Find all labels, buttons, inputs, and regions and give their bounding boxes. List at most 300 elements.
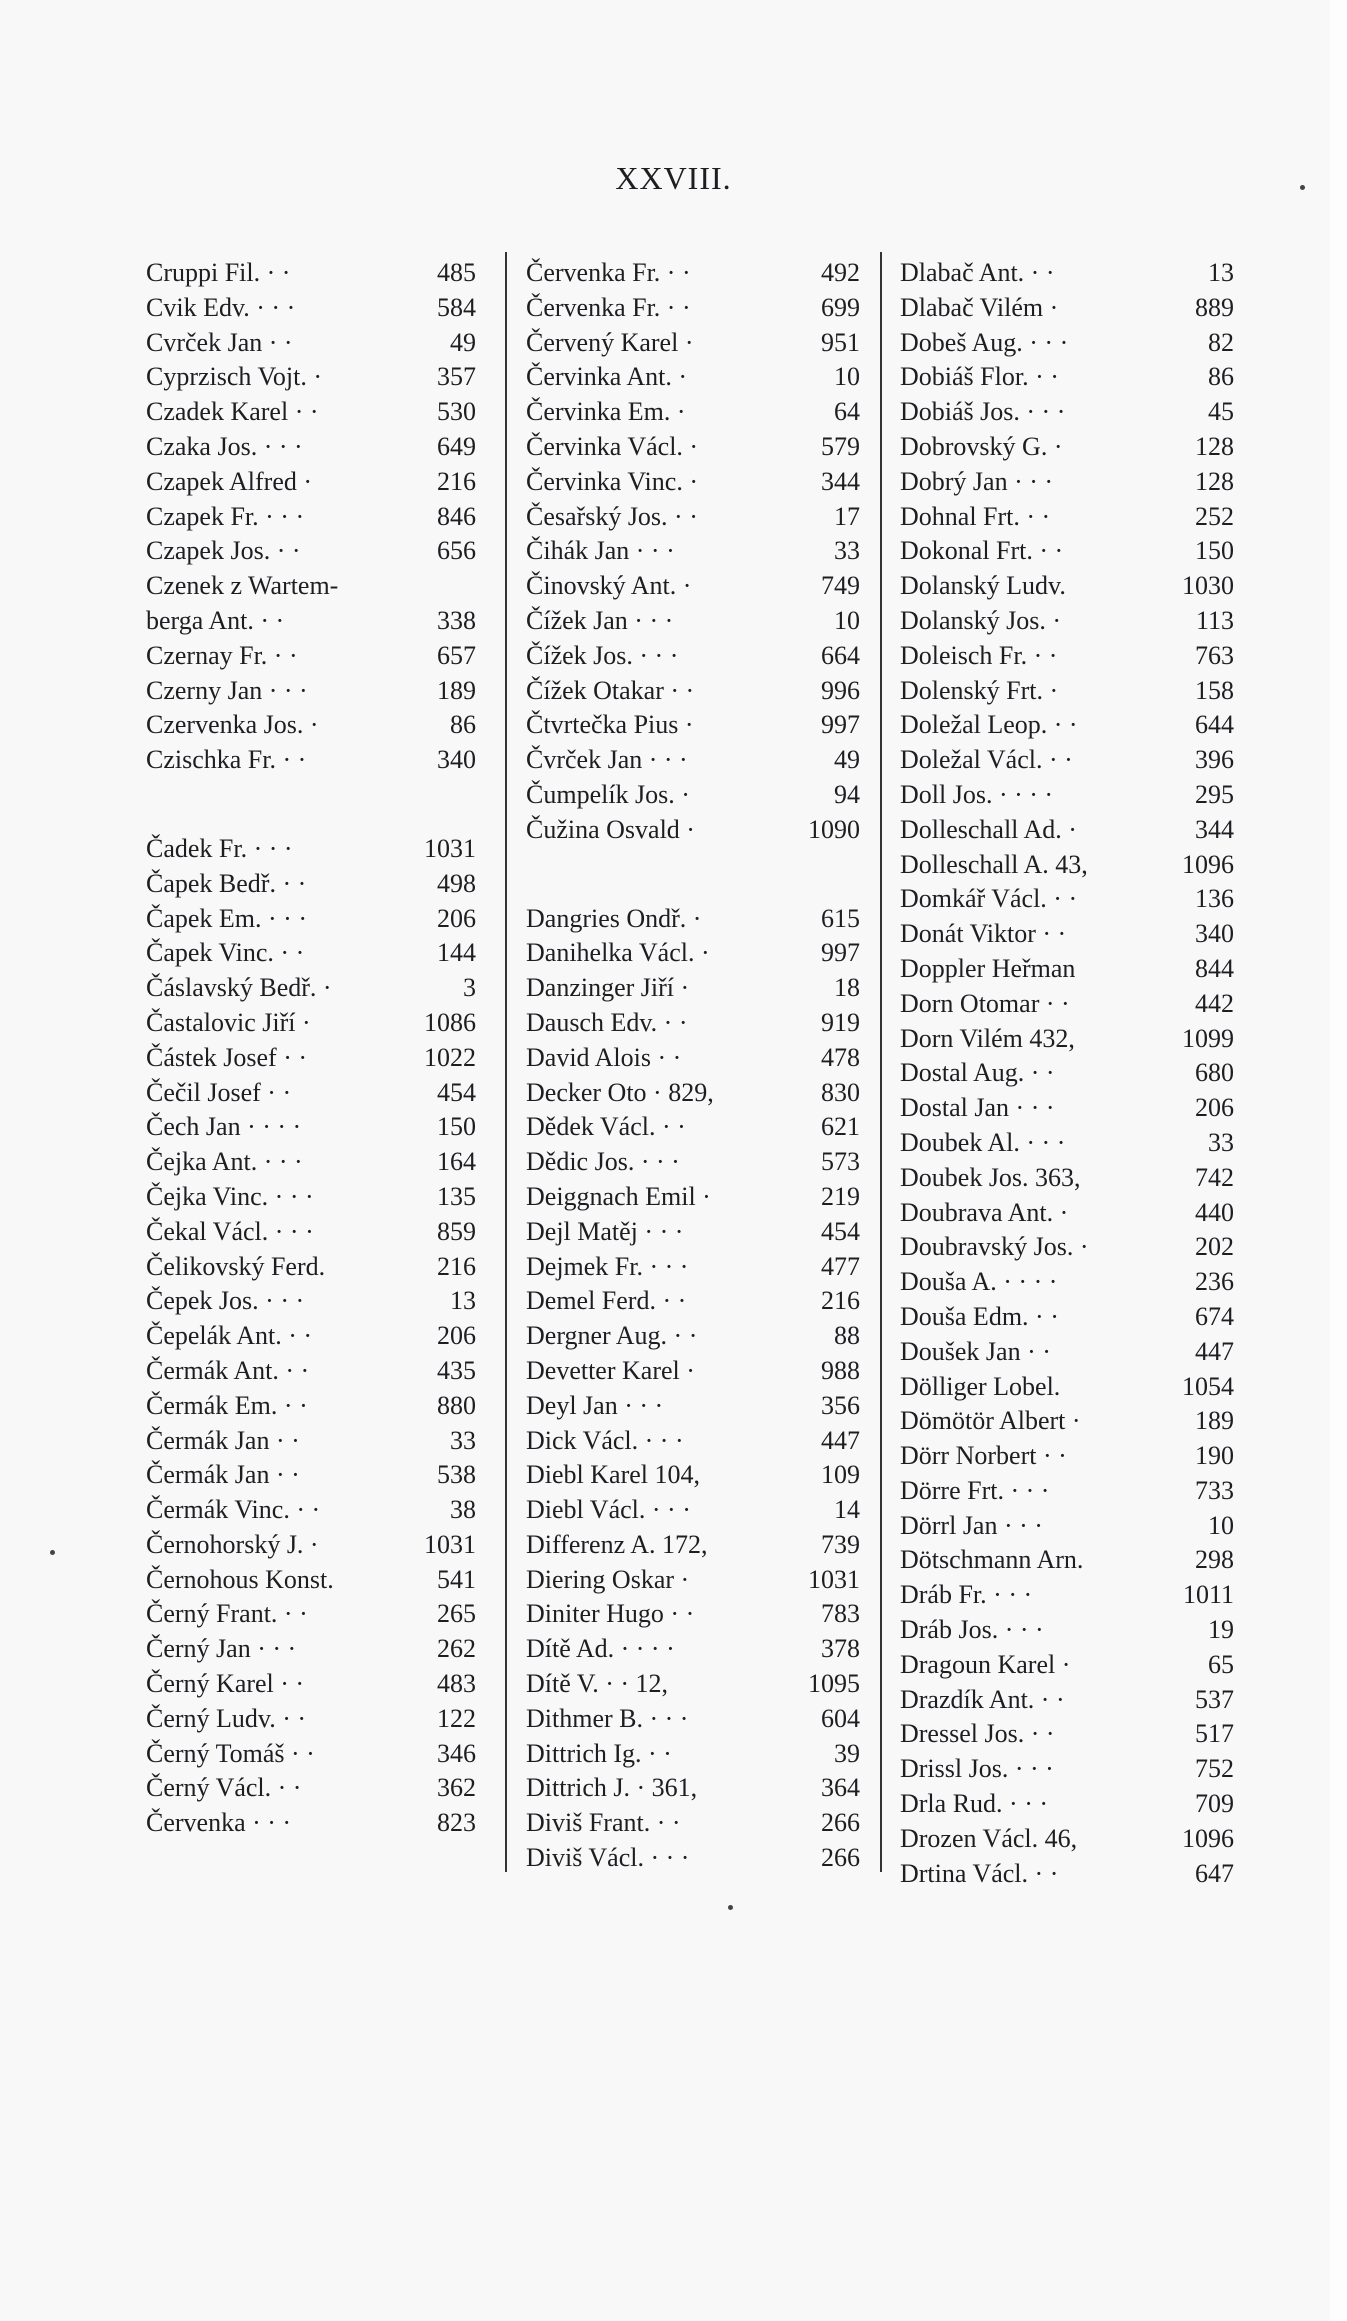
entry-name: Čapek Vinc. · · xyxy=(146,938,305,968)
index-column-2 xyxy=(520,256,866,1873)
index-entry xyxy=(894,326,1240,361)
entry-name: Červinka Václ. · xyxy=(526,431,699,461)
entry-name: Diviš Frant. · · xyxy=(526,1808,681,1838)
entry-page-number: 135 xyxy=(437,1181,476,1211)
index-entry xyxy=(894,1161,1240,1196)
index-column-1 xyxy=(140,256,482,1866)
index-entry xyxy=(520,430,866,465)
entry-page-number: 440 xyxy=(1195,1197,1234,1227)
entry-page-number: 216 xyxy=(437,466,476,496)
entry-page-number: 584 xyxy=(437,292,476,322)
entry-name: Dressel Jos. · · xyxy=(900,1719,1055,1749)
index-entry xyxy=(140,395,482,430)
index-entry xyxy=(894,1056,1240,1091)
index-entry xyxy=(140,1806,482,1841)
entry-name: Doubravský Jos. · xyxy=(900,1232,1089,1262)
index-entry xyxy=(894,1126,1240,1161)
entry-name: Doležal Leop. · · xyxy=(900,710,1078,740)
index-entry xyxy=(894,708,1240,743)
entry-page-number: 49 xyxy=(834,745,860,775)
index-entry xyxy=(894,534,1240,569)
index-entry xyxy=(140,1076,482,1111)
entry-name: berga Ant. · · xyxy=(146,605,285,635)
entry-name: Česařský Jos. · · xyxy=(526,501,698,531)
entry-name: Částek Josef · · xyxy=(146,1042,308,1072)
entry-page-number: 266 xyxy=(821,1808,860,1838)
index-entry xyxy=(894,1370,1240,1405)
entry-name: Čejka Vinc. · · · xyxy=(146,1181,314,1211)
index-entry xyxy=(894,1543,1240,1578)
index-entry xyxy=(894,395,1240,430)
index-entry xyxy=(520,465,866,500)
index-entry xyxy=(894,778,1240,813)
entry-name: Čech Jan · · · · xyxy=(146,1112,302,1142)
index-entry xyxy=(140,465,482,500)
index-entry xyxy=(894,1196,1240,1231)
entry-name: Dostal Aug. · · xyxy=(900,1058,1055,1088)
index-entry xyxy=(520,500,866,535)
entry-page-number: 615 xyxy=(821,903,860,933)
entry-page-number: 1030 xyxy=(1182,571,1234,601)
index-entry xyxy=(140,1041,482,1076)
index-entry xyxy=(140,867,482,902)
index-entry xyxy=(520,1284,866,1319)
index-entry xyxy=(140,1702,482,1737)
entry-page-number: 988 xyxy=(821,1355,860,1385)
entry-name: Douša Edm. · · xyxy=(900,1301,1059,1331)
entry-name: Demel Ferd. · · xyxy=(526,1286,687,1316)
entry-page-number: 447 xyxy=(1195,1336,1234,1366)
entry-name: Doušek Jan · · xyxy=(900,1336,1051,1366)
entry-page-number: 997 xyxy=(821,710,860,740)
entry-page-number: 530 xyxy=(437,397,476,427)
index-entry xyxy=(520,1563,866,1598)
entry-name: Dráb Jos. · · · xyxy=(900,1615,1044,1645)
entry-page-number: 1096 xyxy=(1182,1823,1234,1853)
index-entry xyxy=(894,1578,1240,1613)
entry-name: Dolleschall Ad. · xyxy=(900,814,1077,844)
index-entry xyxy=(140,1632,482,1667)
entry-name: Dlabač Ant. · · xyxy=(900,258,1055,287)
entry-page-number: 17 xyxy=(834,501,860,531)
entry-name: Čermák Jan · · xyxy=(146,1460,300,1490)
entry-name: Doubrava Ant. · xyxy=(900,1197,1069,1227)
index-entry xyxy=(894,952,1240,987)
entry-name: Čížek Otakar · · xyxy=(526,675,695,705)
entry-name: Donát Viktor · · xyxy=(900,919,1067,949)
index-entry xyxy=(140,1145,482,1180)
index-entry xyxy=(140,1597,482,1632)
index-entry xyxy=(520,778,866,813)
ink-speck xyxy=(1300,185,1305,190)
entry-name: Čumpelík Jos. · xyxy=(526,779,690,809)
entry-name: Dědic Jos. · · · xyxy=(526,1147,680,1177)
entry-name: Dobeš Aug. · · · xyxy=(900,327,1069,357)
index-entry xyxy=(894,882,1240,917)
entry-name: Drozen Václ. 46, xyxy=(900,1823,1078,1853)
entry-page-number: 435 xyxy=(437,1355,476,1385)
entry-name: Čermák Vinc. · · xyxy=(146,1495,321,1525)
index-entry xyxy=(140,639,482,674)
entry-page-number: 996 xyxy=(821,675,860,705)
entry-name: Dokonal Frt. · · xyxy=(900,536,1064,566)
index-entry xyxy=(140,971,482,1006)
entry-page-number: 164 xyxy=(437,1147,476,1177)
index-entry xyxy=(140,256,482,291)
entry-page-number: 189 xyxy=(437,675,476,705)
entry-page-number: 206 xyxy=(1195,1093,1234,1123)
entry-page-number: 880 xyxy=(437,1390,476,1420)
index-entry xyxy=(520,936,866,971)
entry-name: Czapek Jos. · · xyxy=(146,536,301,566)
entry-page-number: 656 xyxy=(437,536,476,566)
entry-page-number: 749 xyxy=(821,571,860,601)
entry-name: Czapek Fr. · · · xyxy=(146,501,305,531)
index-entry xyxy=(140,1737,482,1772)
entry-page-number: 573 xyxy=(821,1147,860,1177)
entry-name: Dejl Matěj · · · xyxy=(526,1216,684,1246)
entry-name: Dítě V. · · 12, xyxy=(526,1669,669,1699)
index-entry xyxy=(520,1389,866,1424)
entry-name: Dostal Jan · · · xyxy=(900,1093,1055,1123)
entry-name: Čepelák Ant. · · xyxy=(146,1321,313,1351)
entry-name: Dörre Frt. · · · xyxy=(900,1475,1050,1505)
index-entry xyxy=(894,1335,1240,1370)
entry-page-number: 158 xyxy=(1195,675,1234,705)
entry-name: Cruppi Fil. · · xyxy=(146,258,291,287)
index-entry xyxy=(520,1841,866,1876)
entry-name: Czaka Jos. · · · xyxy=(146,431,303,461)
index-entry xyxy=(894,848,1240,883)
entry-name: Cvik Edv. · · · xyxy=(146,292,296,322)
page-edge xyxy=(1330,0,1347,2321)
entry-name: Dangries Ondř. · xyxy=(526,903,702,933)
entry-page-number: 674 xyxy=(1195,1301,1234,1331)
entry-page-number: 752 xyxy=(1195,1754,1234,1784)
index-entry xyxy=(140,743,482,778)
entry-name: Dědek Václ. · · xyxy=(526,1112,686,1142)
entry-page-number: 1090 xyxy=(808,814,860,844)
entry-name: Čepek Jos. · · · xyxy=(146,1286,305,1316)
entry-page-number: 14 xyxy=(834,1495,860,1525)
entry-name: Čelikovský Ferd. xyxy=(146,1251,326,1281)
entry-name: Diebl Václ. · · · xyxy=(526,1495,691,1525)
entry-page-number: 951 xyxy=(821,327,860,357)
entry-page-number: 45 xyxy=(1208,397,1234,427)
index-entry xyxy=(520,569,866,604)
index-entry xyxy=(140,1110,482,1145)
index-entry xyxy=(140,832,482,867)
entry-page-number: 206 xyxy=(437,903,476,933)
entry-page-number: 742 xyxy=(1195,1162,1234,1192)
index-entry xyxy=(894,1265,1240,1300)
entry-page-number: 128 xyxy=(1195,431,1234,461)
entry-name: Dejmek Fr. · · · xyxy=(526,1251,689,1281)
index-entry xyxy=(520,1493,866,1528)
entry-page-number: 1031 xyxy=(424,1529,476,1559)
entry-name: Czervenka Jos. · xyxy=(146,710,319,740)
entry-name: Domkář Václ. · · xyxy=(900,884,1078,914)
ink-speck xyxy=(50,1550,55,1555)
entry-page-number: 262 xyxy=(437,1634,476,1664)
entry-page-number: 38 xyxy=(450,1495,476,1525)
entry-name: Čečil Josef · · xyxy=(146,1077,292,1107)
index-entry xyxy=(520,1424,866,1459)
entry-name: Dittrich Ig. · · xyxy=(526,1738,672,1768)
entry-name: Čtvrtečka Pius · xyxy=(526,710,694,740)
entry-page-number: 477 xyxy=(821,1251,860,1281)
entry-page-number: 846 xyxy=(437,501,476,531)
entry-name: Čermák Ant. · · xyxy=(146,1355,310,1385)
entry-page-number: 10 xyxy=(1208,1510,1234,1540)
entry-name: Doll Jos. · · · · xyxy=(900,779,1054,809)
index-entry xyxy=(520,1632,866,1667)
entry-name: Červenka Fr. · · xyxy=(526,292,691,322)
entry-name: Černý Václ. · · xyxy=(146,1773,302,1803)
entry-name: Dorn Otomar · · xyxy=(900,988,1070,1018)
entry-page-number: 252 xyxy=(1195,501,1234,531)
index-entry xyxy=(520,1458,866,1493)
index-entry xyxy=(894,1230,1240,1265)
entry-name: Dergner Aug. · · xyxy=(526,1321,698,1351)
entry-page-number: 1096 xyxy=(1182,849,1234,879)
entry-page-number: 997 xyxy=(821,938,860,968)
entry-page-number: 219 xyxy=(821,1181,860,1211)
entry-page-number: 657 xyxy=(437,640,476,670)
index-entry xyxy=(140,534,482,569)
entry-name: Červenka Fr. · · xyxy=(526,258,691,287)
entry-page-number: 202 xyxy=(1195,1232,1234,1262)
entry-page-number: 206 xyxy=(437,1321,476,1351)
entry-name: Deyl Jan · · · xyxy=(526,1390,664,1420)
index-entry xyxy=(894,1509,1240,1544)
index-entry xyxy=(520,360,866,395)
entry-page-number: 265 xyxy=(437,1599,476,1629)
entry-page-number: 1095 xyxy=(808,1669,860,1699)
entry-name: Diniter Hugo · · xyxy=(526,1599,695,1629)
index-entry xyxy=(520,971,866,1006)
entry-name: Czischka Fr. · · xyxy=(146,745,307,775)
entry-page-number: 33 xyxy=(1208,1127,1234,1157)
entry-name: Czerny Jan · · · xyxy=(146,675,308,705)
entry-page-number: 1086 xyxy=(424,1007,476,1037)
index-entry xyxy=(140,1771,482,1806)
entry-name: Douša A. · · · · xyxy=(900,1267,1058,1297)
entry-page-number: 216 xyxy=(821,1286,860,1316)
entry-page-number: 150 xyxy=(437,1112,476,1142)
index-entry xyxy=(520,1806,866,1841)
entry-page-number: 889 xyxy=(1195,292,1234,322)
entry-page-number: 709 xyxy=(1195,1789,1234,1819)
index-entry xyxy=(140,1389,482,1424)
entry-page-number: 647 xyxy=(1195,1858,1234,1888)
index-entry xyxy=(894,430,1240,465)
index-entry xyxy=(894,360,1240,395)
index-entry xyxy=(894,639,1240,674)
entry-page-number: 39 xyxy=(834,1738,860,1768)
entry-page-number: 33 xyxy=(450,1425,476,1455)
entry-page-number: 356 xyxy=(821,1390,860,1420)
entry-page-number: 396 xyxy=(1195,745,1234,775)
entry-page-number: 298 xyxy=(1195,1545,1234,1575)
entry-page-number: 346 xyxy=(437,1738,476,1768)
entry-name: Čadek Fr. · · · xyxy=(146,833,293,863)
entry-name: Drla Rud. · · · xyxy=(900,1789,1049,1819)
entry-page-number: 644 xyxy=(1195,710,1234,740)
entry-name: Danihelka Václ. · xyxy=(526,938,710,968)
entry-name: Drazdík Ant. · · xyxy=(900,1684,1065,1714)
entry-page-number: 844 xyxy=(1195,953,1234,983)
index-entry xyxy=(520,639,866,674)
entry-page-number: 478 xyxy=(821,1042,860,1072)
entry-page-number: 190 xyxy=(1195,1441,1234,1471)
index-entry xyxy=(520,395,866,430)
entry-page-number: 113 xyxy=(1195,605,1234,635)
entry-page-number: 859 xyxy=(437,1216,476,1246)
entry-name: Doubek Jos. 363, xyxy=(900,1162,1081,1192)
entry-page-number: 739 xyxy=(821,1529,860,1559)
index-entry xyxy=(140,604,482,639)
entry-name: Czernay Fr. · · xyxy=(146,640,298,670)
index-entry xyxy=(140,1528,482,1563)
entry-name: Černý Karel · · xyxy=(146,1669,305,1699)
index-entry xyxy=(894,743,1240,778)
entry-page-number: 295 xyxy=(1195,779,1234,809)
entry-page-number: 344 xyxy=(821,466,860,496)
entry-page-number: 763 xyxy=(1195,640,1234,670)
index-entry xyxy=(894,1439,1240,1474)
entry-name: Dolanský Jos. · xyxy=(900,605,1062,635)
index-entry xyxy=(140,1250,482,1285)
entry-page-number: 733 xyxy=(1195,1475,1234,1505)
entry-name: Čapek Bedř. · · xyxy=(146,868,307,898)
index-entry xyxy=(520,1041,866,1076)
entry-name: Dolanský Ludv. xyxy=(900,571,1066,601)
index-entry xyxy=(520,708,866,743)
entry-name: Doppler Heřman xyxy=(900,953,1076,983)
entry-page-number: 454 xyxy=(437,1077,476,1107)
index-entry xyxy=(520,1215,866,1250)
ink-speck xyxy=(728,1905,733,1910)
index-entry xyxy=(894,500,1240,535)
index-entry xyxy=(140,902,482,937)
index-entry xyxy=(140,291,482,326)
entry-name: Dötschmann Arn. xyxy=(900,1545,1084,1575)
entry-name: Dömötör Albert · xyxy=(900,1406,1081,1436)
index-entry xyxy=(520,1250,866,1285)
index-entry xyxy=(894,1648,1240,1683)
entry-page-number: 19 xyxy=(1208,1615,1234,1645)
entry-name: Dittrich J. · 361, xyxy=(526,1773,698,1803)
entry-page-number: 664 xyxy=(821,640,860,670)
entry-page-number: 680 xyxy=(1195,1058,1234,1088)
index-entry xyxy=(894,987,1240,1022)
entry-name: Černý Tomáš · · xyxy=(146,1738,315,1768)
entry-page-number: 3 xyxy=(463,973,476,1003)
index-entry xyxy=(140,1424,482,1459)
index-entry xyxy=(520,848,866,902)
index-entry xyxy=(520,1076,866,1111)
entry-page-number: 122 xyxy=(437,1703,476,1733)
entry-name: Čermák Em. · · xyxy=(146,1390,308,1420)
entry-page-number: 10 xyxy=(834,362,860,392)
index-entry xyxy=(894,465,1240,500)
index-entry xyxy=(140,1215,482,1250)
entry-page-number: 65 xyxy=(1208,1649,1234,1679)
entry-page-number: 699 xyxy=(821,292,860,322)
entry-name: Dick Václ. · · · xyxy=(526,1425,684,1455)
entry-name: Deiggnach Emil · xyxy=(526,1181,711,1211)
entry-page-number: 919 xyxy=(821,1007,860,1037)
entry-page-number: 492 xyxy=(821,258,860,287)
entry-page-number: 621 xyxy=(821,1112,860,1142)
index-entry xyxy=(140,1458,482,1493)
entry-name: Drtina Václ. · · xyxy=(900,1858,1059,1888)
entry-page-number: 364 xyxy=(821,1773,860,1803)
column-divider xyxy=(505,252,507,1872)
entry-page-number: 94 xyxy=(834,779,860,809)
entry-page-number: 541 xyxy=(437,1564,476,1594)
index-entry xyxy=(894,674,1240,709)
index-entry xyxy=(894,1717,1240,1752)
index-entry xyxy=(140,778,482,832)
entry-page-number: 64 xyxy=(834,397,860,427)
index-entry xyxy=(894,1474,1240,1509)
index-entry xyxy=(140,569,482,604)
entry-page-number: 454 xyxy=(821,1216,860,1246)
entry-name: Červený Karel · xyxy=(526,327,694,357)
entry-name: Czenek z Wartem- xyxy=(146,571,339,601)
entry-name: Černohorský J. · xyxy=(146,1529,319,1559)
entry-name: Čekal Václ. · · · xyxy=(146,1216,314,1246)
entry-page-number: 538 xyxy=(437,1460,476,1490)
entry-page-number: 136 xyxy=(1195,884,1234,914)
entry-name: Dolleschall A. 43, xyxy=(900,849,1088,879)
entry-name: Čihák Jan · · · xyxy=(526,536,675,566)
entry-name: Čermák Jan · · xyxy=(146,1425,300,1455)
entry-name: Czapek Alfred · xyxy=(146,466,313,496)
entry-page-number: 266 xyxy=(821,1843,860,1873)
entry-page-number: 189 xyxy=(1195,1406,1234,1436)
entry-page-number: 33 xyxy=(834,536,860,566)
index-entry xyxy=(894,1300,1240,1335)
index-entry xyxy=(140,1284,482,1319)
index-entry xyxy=(140,1354,482,1389)
index-entry xyxy=(520,534,866,569)
index-entry xyxy=(894,1683,1240,1718)
index-entry xyxy=(894,1822,1240,1857)
entry-name: Doubek Al. · · · xyxy=(900,1127,1066,1157)
index-entry xyxy=(520,902,866,937)
entry-page-number: 216 xyxy=(437,1251,476,1281)
entry-page-number: 340 xyxy=(1195,919,1234,949)
index-entry xyxy=(520,1771,866,1806)
entry-name: Differenz A. 172, xyxy=(526,1529,708,1559)
entry-name: Černý Jan · · · xyxy=(146,1634,297,1664)
index-entry xyxy=(140,936,482,971)
index-entry xyxy=(520,1737,866,1772)
entry-page-number: 49 xyxy=(450,327,476,357)
entry-name: Červinka Em. · xyxy=(526,397,686,427)
entry-page-number: 498 xyxy=(437,868,476,898)
index-entry xyxy=(140,360,482,395)
index-entry xyxy=(520,1597,866,1632)
entry-page-number: 517 xyxy=(1195,1719,1234,1749)
entry-page-number: 1022 xyxy=(424,1042,476,1072)
entry-page-number: 823 xyxy=(437,1808,476,1838)
entry-name: Čáslavský Bedř. · xyxy=(146,973,332,1003)
entry-page-number: 483 xyxy=(437,1669,476,1699)
